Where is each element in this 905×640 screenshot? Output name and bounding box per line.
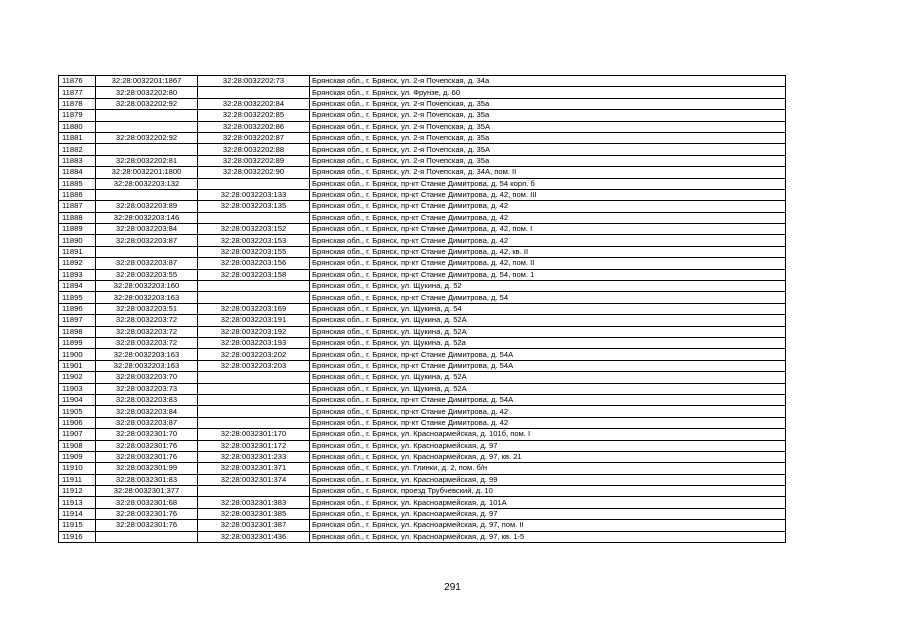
row-number-cell: 11887 xyxy=(59,201,96,212)
table-row xyxy=(59,326,786,337)
row-number-cell: 11877 xyxy=(59,87,96,98)
table-row xyxy=(59,258,786,269)
row-number-cell: 11911 xyxy=(59,474,96,485)
address-cell: Брянская обл., г. Брянск, ул. Щукина, д. 52А xyxy=(310,326,786,337)
table-row xyxy=(59,155,786,166)
object-cadastral-number-cell: 32:28:0032202:87 xyxy=(198,132,310,143)
cadastral-number-cell: 32:28:0032203:55 xyxy=(96,269,198,280)
table-row xyxy=(59,440,786,451)
row-number-cell: 11900 xyxy=(59,349,96,360)
row-number-cell: 11902 xyxy=(59,372,96,383)
table-row xyxy=(59,520,786,531)
address-cell: Брянская обл., г. Брянск, пр-кт Станке Димитрова, д. 54 корп. б xyxy=(310,178,786,189)
cadastral-number-cell: 32:28:0032301:99 xyxy=(96,463,198,474)
table-row xyxy=(59,303,786,314)
object-cadastral-number-cell: 32:28:0032301:374 xyxy=(198,474,310,485)
object-cadastral-number-cell: 32:28:0032301:172 xyxy=(198,440,310,451)
cadastral-number-cell: 32:28:0032203:132 xyxy=(96,178,198,189)
object-cadastral-number-cell xyxy=(198,178,310,189)
address-cell: Брянская обл., г. Брянск, ул. Красноармейская, д. 97, пом. II xyxy=(310,520,786,531)
object-cadastral-number-cell xyxy=(198,212,310,223)
row-number-cell: 11908 xyxy=(59,440,96,451)
row-number-cell: 11885 xyxy=(59,178,96,189)
address-cell: Брянская обл., г. Брянск, ул. Красноармейская, д. 101А xyxy=(310,497,786,508)
table-row xyxy=(59,178,786,189)
object-cadastral-number-cell xyxy=(198,417,310,428)
cadastral-number-cell: 32:28:0032203:89 xyxy=(96,201,198,212)
address-cell: Брянская обл., г. Брянск, пр-кт Станке Димитрова, д. 42 xyxy=(310,417,786,428)
address-cell: Брянская обл., г. Брянск, ул. Красноармейская, д. 101б, пом. I xyxy=(310,429,786,440)
table-row xyxy=(59,406,786,417)
cadastral-number-cell: 32:28:0032202:81 xyxy=(96,155,198,166)
cadastral-number-cell: 32:28:0032301:83 xyxy=(96,474,198,485)
cadastral-number-cell: 32:28:0032301:76 xyxy=(96,520,198,531)
address-cell: Брянская обл., г. Брянск, ул. 2-я Почепская, д. 34а xyxy=(310,76,786,87)
row-number-cell: 11884 xyxy=(59,167,96,178)
table-row xyxy=(59,383,786,394)
object-cadastral-number-cell: 32:28:0032202:90 xyxy=(198,167,310,178)
object-cadastral-number-cell: 32:28:0032301:233 xyxy=(198,451,310,462)
address-cell: Брянская обл., г. Брянск, пр-кт Станке Димитрова, д. 54А xyxy=(310,360,786,371)
address-cell: Брянская обл., г. Брянск, пр-кт Станке Димитрова, д. 42 xyxy=(310,235,786,246)
cadastral-number-cell: 32:28:0032203:87 xyxy=(96,235,198,246)
object-cadastral-number-cell: 32:28:0032203:191 xyxy=(198,315,310,326)
object-cadastral-number-cell: 32:28:0032203:193 xyxy=(198,337,310,348)
row-number-cell: 11906 xyxy=(59,417,96,428)
table-row xyxy=(59,189,786,200)
object-cadastral-number-cell: 32:28:0032203:202 xyxy=(198,349,310,360)
address-cell: Брянская обл., г. Брянск, ул. Красноармейская, д. 99 xyxy=(310,474,786,485)
cadastral-number-cell xyxy=(96,121,198,132)
address-cell: Брянская обл., г. Брянск, пр-кт Станке Димитрова, д. 54, пом. 1 xyxy=(310,269,786,280)
cadastral-number-cell: 32:28:0032203:83 xyxy=(96,394,198,405)
cadastral-number-cell: 32:28:0032203:70 xyxy=(96,372,198,383)
row-number-cell: 11901 xyxy=(59,360,96,371)
row-number-cell: 11888 xyxy=(59,212,96,223)
object-cadastral-number-cell xyxy=(198,281,310,292)
cadastral-number-cell xyxy=(96,110,198,121)
cadastral-number-cell: 32:28:0032201:1867 xyxy=(96,76,198,87)
cadastral-number-cell: 32:28:0032203:146 xyxy=(96,212,198,223)
table-row xyxy=(59,144,786,155)
object-cadastral-number-cell: 32:28:0032203:169 xyxy=(198,303,310,314)
table-row xyxy=(59,246,786,257)
cadastral-number-cell: 32:28:0032203:87 xyxy=(96,258,198,269)
row-number-cell: 11898 xyxy=(59,326,96,337)
table-row xyxy=(59,121,786,132)
row-number-cell: 11904 xyxy=(59,394,96,405)
table-row xyxy=(59,508,786,519)
registry-table-body xyxy=(59,76,786,543)
address-cell: Брянская обл., г. Брянск, ул. Щукина, д. 54 xyxy=(310,303,786,314)
table-row xyxy=(59,429,786,440)
row-number-cell: 11891 xyxy=(59,246,96,257)
table-row xyxy=(59,76,786,87)
row-number-cell: 11883 xyxy=(59,155,96,166)
table-row xyxy=(59,224,786,235)
row-number-cell: 11886 xyxy=(59,189,96,200)
cadastral-number-cell: 32:28:0032202:92 xyxy=(96,132,198,143)
address-cell: Брянская обл., г. Брянск, пр-кт Станке Димитрова, д. 54А xyxy=(310,349,786,360)
row-number-cell: 11916 xyxy=(59,531,96,542)
table-row xyxy=(59,87,786,98)
row-number-cell: 11893 xyxy=(59,269,96,280)
address-cell: Брянская обл., г. Брянск, пр-кт Станке Димитрова, д. 54А xyxy=(310,394,786,405)
table-row xyxy=(59,167,786,178)
table-row xyxy=(59,281,786,292)
address-cell: Брянская обл., г. Брянск, ул. Щукина, д. 52 xyxy=(310,281,786,292)
cadastral-number-cell: 32:28:0032203:84 xyxy=(96,224,198,235)
address-cell: Брянская обл., г. Брянск, пр-кт Станке Димитрова, д. 42 xyxy=(310,201,786,212)
row-number-cell: 11913 xyxy=(59,497,96,508)
object-cadastral-number-cell: 32:28:0032301:436 xyxy=(198,531,310,542)
address-cell: Брянская обл., г. Брянск, пр-кт Станке Димитрова, д. 42 xyxy=(310,406,786,417)
object-cadastral-number-cell xyxy=(198,87,310,98)
object-cadastral-number-cell: 32:28:0032301:383 xyxy=(198,497,310,508)
row-number-cell: 11880 xyxy=(59,121,96,132)
row-number-cell: 11895 xyxy=(59,292,96,303)
cadastral-number-cell: 32:28:0032203:163 xyxy=(96,360,198,371)
table-row xyxy=(59,132,786,143)
row-number-cell: 11881 xyxy=(59,132,96,143)
page-number: 291 xyxy=(444,582,461,593)
table-row xyxy=(59,212,786,223)
object-cadastral-number-cell: 32:28:0032202:85 xyxy=(198,110,310,121)
address-cell: Брянская обл., г. Брянск, проезд Трубчевский, д. 10 xyxy=(310,486,786,497)
row-number-cell: 11889 xyxy=(59,224,96,235)
cadastral-number-cell: 32:28:0032301:377 xyxy=(96,486,198,497)
object-cadastral-number-cell: 32:28:0032203:155 xyxy=(198,246,310,257)
cadastral-number-cell: 32:28:0032301:76 xyxy=(96,508,198,519)
address-cell: Брянская обл., г. Брянск, пр-кт Станке Димитрова, д. 42 xyxy=(310,212,786,223)
table-row xyxy=(59,349,786,360)
object-cadastral-number-cell: 32:28:0032202:89 xyxy=(198,155,310,166)
object-cadastral-number-cell: 32:28:0032203:203 xyxy=(198,360,310,371)
address-cell: Брянская обл., г. Брянск, ул. 2-я Почепская, д. 35а xyxy=(310,155,786,166)
cadastral-number-cell: 32:28:0032202:80 xyxy=(96,87,198,98)
table-row xyxy=(59,372,786,383)
table-row xyxy=(59,451,786,462)
address-cell: Брянская обл., г. Брянск, ул. Красноармейская, д. 97, кв. 21 xyxy=(310,451,786,462)
object-cadastral-number-cell: 32:28:0032301:385 xyxy=(198,508,310,519)
object-cadastral-number-cell: 32:28:0032202:84 xyxy=(198,98,310,109)
cadastral-number-cell: 32:28:0032301:70 xyxy=(96,429,198,440)
table-row xyxy=(59,360,786,371)
row-number-cell: 11903 xyxy=(59,383,96,394)
address-cell: Брянская обл., г. Брянск, ул. 2-я Почепская, д. 35а xyxy=(310,98,786,109)
table-row xyxy=(59,337,786,348)
table-row xyxy=(59,292,786,303)
address-cell: Брянская обл., г. Брянск, ул. Красноармейская, д. 97, кв. 1-5 xyxy=(310,531,786,542)
object-cadastral-number-cell: 32:28:0032203:158 xyxy=(198,269,310,280)
row-number-cell: 11909 xyxy=(59,451,96,462)
table-row xyxy=(59,110,786,121)
table-row xyxy=(59,98,786,109)
cadastral-number-cell: 32:28:0032301:76 xyxy=(96,440,198,451)
object-cadastral-number-cell: 32:28:0032203:152 xyxy=(198,224,310,235)
row-number-cell: 11882 xyxy=(59,144,96,155)
address-cell: Брянская обл., г. Брянск, ул. Красноармейская, д. 97 xyxy=(310,508,786,519)
address-cell: Брянская обл., г. Брянск, ул. Щукина, д. 52а xyxy=(310,337,786,348)
object-cadastral-number-cell: 32:28:0032203:192 xyxy=(198,326,310,337)
table-row xyxy=(59,417,786,428)
cadastral-number-cell xyxy=(96,189,198,200)
cadastral-number-cell xyxy=(96,144,198,155)
address-cell: Брянская обл., г. Брянск, пр-кт Станке Димитрова, д. 42, пом. I xyxy=(310,224,786,235)
table-row xyxy=(59,474,786,485)
address-cell: Брянская обл., г. Брянск, ул. Щукина, д. 52А xyxy=(310,315,786,326)
address-cell: Брянская обл., г. Брянск, ул. 2-я Почепская, д. 34А, пом. II xyxy=(310,167,786,178)
table-row xyxy=(59,531,786,542)
object-cadastral-number-cell: 32:28:0032202:73 xyxy=(198,76,310,87)
address-cell: Брянская обл., г. Брянск, ул. Щукина, д. 52А xyxy=(310,383,786,394)
object-cadastral-number-cell xyxy=(198,486,310,497)
object-cadastral-number-cell xyxy=(198,372,310,383)
object-cadastral-number-cell: 32:28:0032203:135 xyxy=(198,201,310,212)
object-cadastral-number-cell: 32:28:0032203:153 xyxy=(198,235,310,246)
table-row xyxy=(59,269,786,280)
object-cadastral-number-cell: 32:28:0032203:156 xyxy=(198,258,310,269)
address-cell: Брянская обл., г. Брянск, ул. Щукина, д. 52А xyxy=(310,372,786,383)
cadastral-number-cell: 32:28:0032301:68 xyxy=(96,497,198,508)
address-cell: Брянская обл., г. Брянск, пр-кт Станке Димитрова, д. 42, кв. II xyxy=(310,246,786,257)
cadastral-number-cell: 32:28:0032203:163 xyxy=(96,349,198,360)
row-number-cell: 11876 xyxy=(59,76,96,87)
object-cadastral-number-cell: 32:28:0032202:88 xyxy=(198,144,310,155)
row-number-cell: 11910 xyxy=(59,463,96,474)
cadastral-number-cell xyxy=(96,246,198,257)
cadastral-number-cell: 32:28:0032203:72 xyxy=(96,337,198,348)
cadastral-number-cell: 32:28:0032301:76 xyxy=(96,451,198,462)
row-number-cell: 11915 xyxy=(59,520,96,531)
cadastral-number-cell: 32:28:0032203:160 xyxy=(96,281,198,292)
table-row xyxy=(59,486,786,497)
cadastral-number-cell: 32:28:0032203:73 xyxy=(96,383,198,394)
cadastral-number-cell xyxy=(96,531,198,542)
object-cadastral-number-cell: 32:28:0032301:170 xyxy=(198,429,310,440)
table-row xyxy=(59,497,786,508)
table-row xyxy=(59,235,786,246)
object-cadastral-number-cell xyxy=(198,383,310,394)
address-cell: Брянская обл., г. Брянск, пр-кт Станке Димитрова, д. 42, пом. II xyxy=(310,258,786,269)
row-number-cell: 11914 xyxy=(59,508,96,519)
cadastral-number-cell: 32:28:0032203:51 xyxy=(96,303,198,314)
object-cadastral-number-cell: 32:28:0032203:133 xyxy=(198,189,310,200)
table-row xyxy=(59,201,786,212)
row-number-cell: 11892 xyxy=(59,258,96,269)
address-cell: Брянская обл., г. Брянск, пр-кт Станке Димитрова, д. 42, пом. III xyxy=(310,189,786,200)
row-number-cell: 11878 xyxy=(59,98,96,109)
row-number-cell: 11879 xyxy=(59,110,96,121)
cadastral-number-cell: 32:28:0032203:72 xyxy=(96,315,198,326)
table-row xyxy=(59,463,786,474)
object-cadastral-number-cell xyxy=(198,292,310,303)
registry-table xyxy=(58,75,786,543)
address-cell: Брянская обл., г. Брянск, ул. 2-я Почепская, д. 35а xyxy=(310,132,786,143)
address-cell: Брянская обл., г. Брянск, ул. 2-я Почепская, д. 35А xyxy=(310,144,786,155)
cadastral-number-cell: 32:28:0032203:84 xyxy=(96,406,198,417)
object-cadastral-number-cell: 32:28:0032301:387 xyxy=(198,520,310,531)
table-row xyxy=(59,394,786,405)
cadastral-number-cell: 32:28:0032201:1800 xyxy=(96,167,198,178)
row-number-cell: 11905 xyxy=(59,406,96,417)
row-number-cell: 11912 xyxy=(59,486,96,497)
cadastral-number-cell: 32:28:0032203:87 xyxy=(96,417,198,428)
address-cell: Брянская обл., г. Брянск, ул. 2-я Почепская, д. 35А xyxy=(310,121,786,132)
cadastral-number-cell: 32:28:0032202:92 xyxy=(96,98,198,109)
address-cell: Брянская обл., г. Брянск, ул. Фрунзе, д. 60 xyxy=(310,87,786,98)
row-number-cell: 11897 xyxy=(59,315,96,326)
row-number-cell: 11896 xyxy=(59,303,96,314)
row-number-cell: 11899 xyxy=(59,337,96,348)
address-cell: Брянская обл., г. Брянск, ул. Глинки, д. 2, пом. б/н xyxy=(310,463,786,474)
address-cell: Брянская обл., г. Брянск, ул. 2-я Почепская, д. 35а xyxy=(310,110,786,121)
row-number-cell: 11894 xyxy=(59,281,96,292)
table-row xyxy=(59,315,786,326)
object-cadastral-number-cell xyxy=(198,406,310,417)
cadastral-number-cell: 32:28:0032203:163 xyxy=(96,292,198,303)
address-cell: Брянская обл., г. Брянск, ул. Красноармейская, д. 97 xyxy=(310,440,786,451)
object-cadastral-number-cell: 32:28:0032301:371 xyxy=(198,463,310,474)
object-cadastral-number-cell: 32:28:0032202:86 xyxy=(198,121,310,132)
address-cell: Брянская обл., г. Брянск, пр-кт Станке Димитрова, д. 54 xyxy=(310,292,786,303)
object-cadastral-number-cell xyxy=(198,394,310,405)
row-number-cell: 11907 xyxy=(59,429,96,440)
cadastral-number-cell: 32:28:0032203:72 xyxy=(96,326,198,337)
row-number-cell: 11890 xyxy=(59,235,96,246)
